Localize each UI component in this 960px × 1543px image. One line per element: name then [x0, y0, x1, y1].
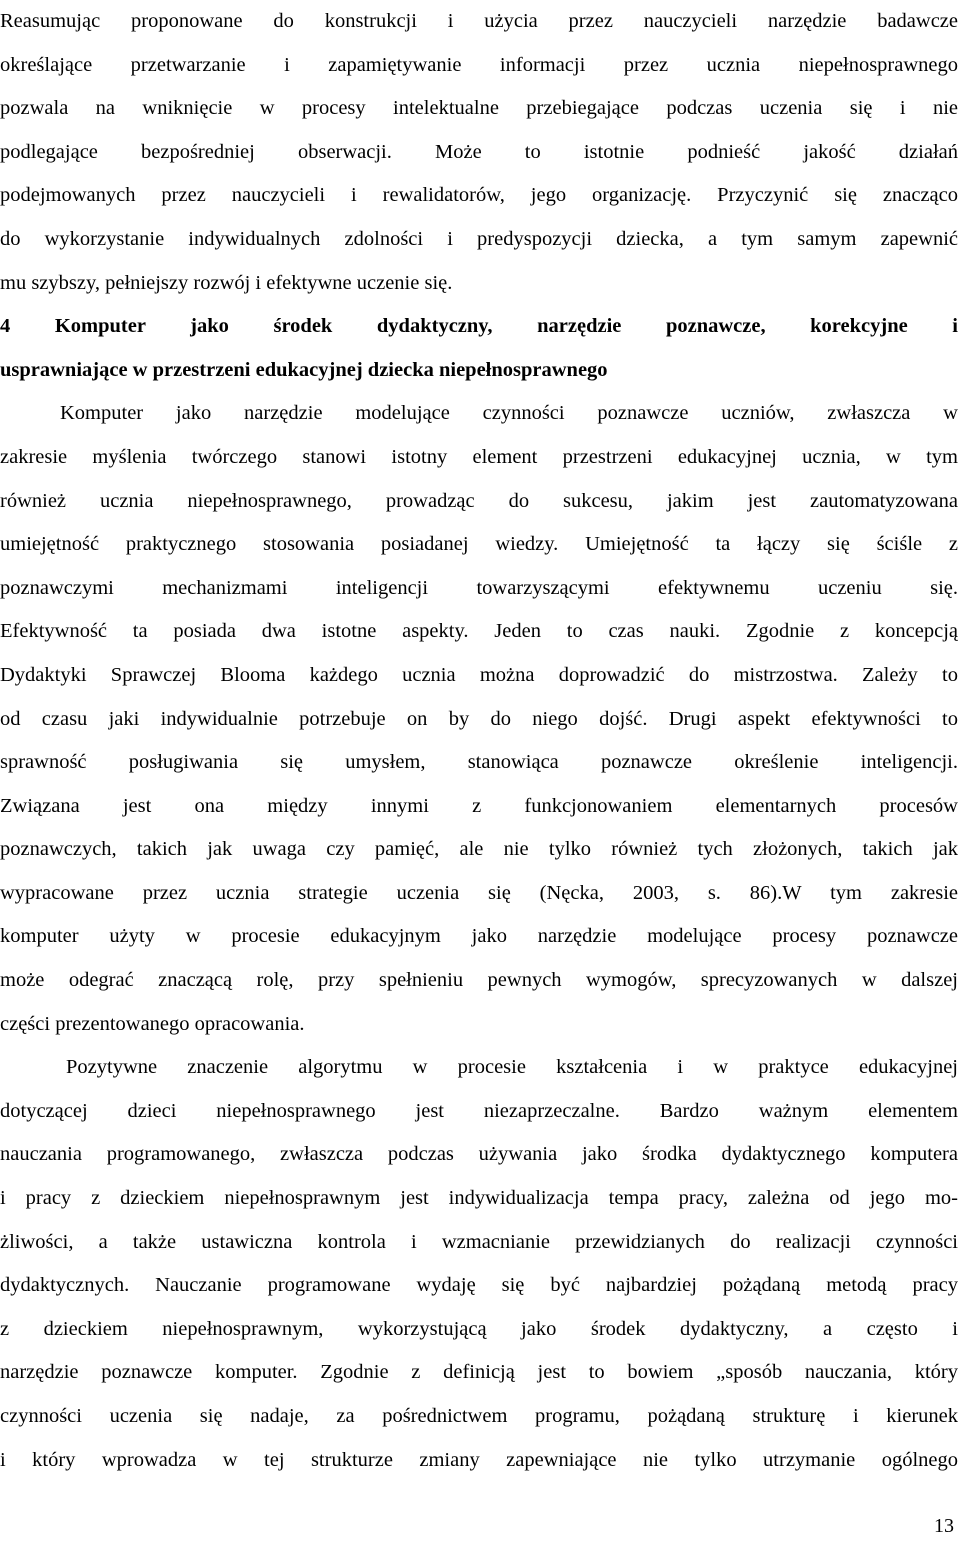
text-line: Efektywność ta posiada dwa istotne aspekty. Jeden to czas nauki. Zgodnie z koncepcją [0, 620, 958, 643]
text-line: zakresie myślenia twórczego stanowi istotny element przestrzeni edukacyjnej ucznia, w tym [0, 445, 958, 468]
text-line: również ucznia niepełnosprawnego, prowadząc do sukcesu, jakim jest zautomatyzowana [0, 489, 958, 512]
text-line: Pozytywne znaczenie algorytmu w procesie kształcenia i w praktyce edukacyjnej [66, 1056, 958, 1079]
text-line: dotyczącej dzieci niepełnosprawnego jest niezaprzeczalne. Bardzo ważnym elementem [0, 1099, 958, 1122]
text-line: pozwala na wniknięcie w procesy intelektualne przebiegające podczas uczenia się i nie [0, 97, 958, 120]
text-line: narzędzie poznawcze komputer. Zgodnie z definicją jest to bowiem „sposób nauczania, który [0, 1361, 958, 1384]
text-line: podlegające bezpośredniej obserwacji. Może to istotnie podnieść jakość działań [0, 140, 958, 163]
section-heading-line: usprawniające w przestrzeni edukacyjnej dziecka niepełnosprawnego [0, 358, 608, 381]
text-line: Związana jest ona między innymi z funkcjonowaniem elementarnych procesów [0, 794, 958, 817]
text-line: mu szybszy, pełniejszy rozwój i efektywne uczenie się. [0, 271, 453, 294]
text-line: podejmowanych przez nauczycieli i rewalidatorów, jego organizację. Przyczynić się znacząco [0, 184, 958, 207]
section-heading-line: 4 Komputer jako środek dydaktyczny, narzędzie poznawcze, korekcyjne i [0, 315, 958, 338]
text-line: Komputer jako narzędzie modelujące czynności poznawcze uczniów, zwłaszcza w [60, 402, 958, 425]
page-number: 13 [934, 1515, 954, 1537]
text-line: może odegrać znaczącą rolę, przy spełnieniu pewnych wymogów, sprecyzowanych w dalszej [0, 969, 958, 992]
text-line: Reasumując proponowane do konstrukcji i użycia przez nauczycieli narzędzie badawcze [0, 10, 958, 32]
text-line: czynności uczenia się nadaje, za pośrednictwem programu, pożądaną strukturę i kierunek [0, 1405, 958, 1427]
text-line: poznawczymi mechanizmami inteligencji towarzyszącymi efektywnemu uczeniu się. [0, 576, 958, 599]
text-line: komputer użyty w procesie edukacyjnym jako narzędzie modelujące procesy poznawcze [0, 925, 958, 948]
text-line: z dzieckiem niepełnosprawnym, wykorzystującą jako środek dydaktyczny, a często i [0, 1317, 958, 1340]
text-line: umiejętność praktycznego stosowania posiadanej wiedzy. Umiejętność ta łączy się ściśle z [0, 533, 958, 556]
text-line: od czasu jaki indywidualnie potrzebuje on by do niego dojść. Drugi aspekt efektywności to [0, 707, 958, 730]
text-line: do wykorzystanie indywidualnych zdolności i predyspozycji dziecka, a tym samym zapewnić [0, 227, 958, 250]
text-line: określające przetwarzanie i zapamiętywanie informacji przez ucznia niepełnosprawnego [0, 53, 958, 76]
text-line: dydaktycznych. Nauczanie programowane wydaję się być najbardziej pożądaną metodą pracy [0, 1274, 958, 1297]
text-line: nauczania programowanego, zwłaszcza podczas używania jako środka dydaktycznego komputera [0, 1143, 958, 1166]
text-line: i pracy z dzieckiem niepełnosprawnym jest indywidualizacja tempa pracy, zależna od jego mo- [0, 1187, 958, 1210]
text-line: Dydaktyki Sprawczej Blooma każdego ucznia można doprowadzić do mistrzostwa. Zależy to [0, 663, 958, 686]
text-line: wypracowane przez ucznia strategie uczenia się (Nęcka, 2003, s. 86).W tym zakresie [0, 881, 958, 904]
text-line: poznawczych, takich jak uwaga czy pamięć, ale nie tylko również tych złożonych, takich jak [0, 838, 958, 861]
text-line: części prezentowanego opracowania. [0, 1012, 305, 1035]
text-line: żliwości, a także ustawiczna kontrola i wzmacnianie przewidzianych do realizacji czynności [0, 1230, 958, 1253]
text-line: i który wprowadza w tej strukturze zmiany zapewniające nie tylko utrzymanie ogólnego [0, 1448, 958, 1471]
text-line: sprawność posługiwania się umysłem, stanowiąca poznawcze określenie inteligencji. [0, 751, 958, 774]
